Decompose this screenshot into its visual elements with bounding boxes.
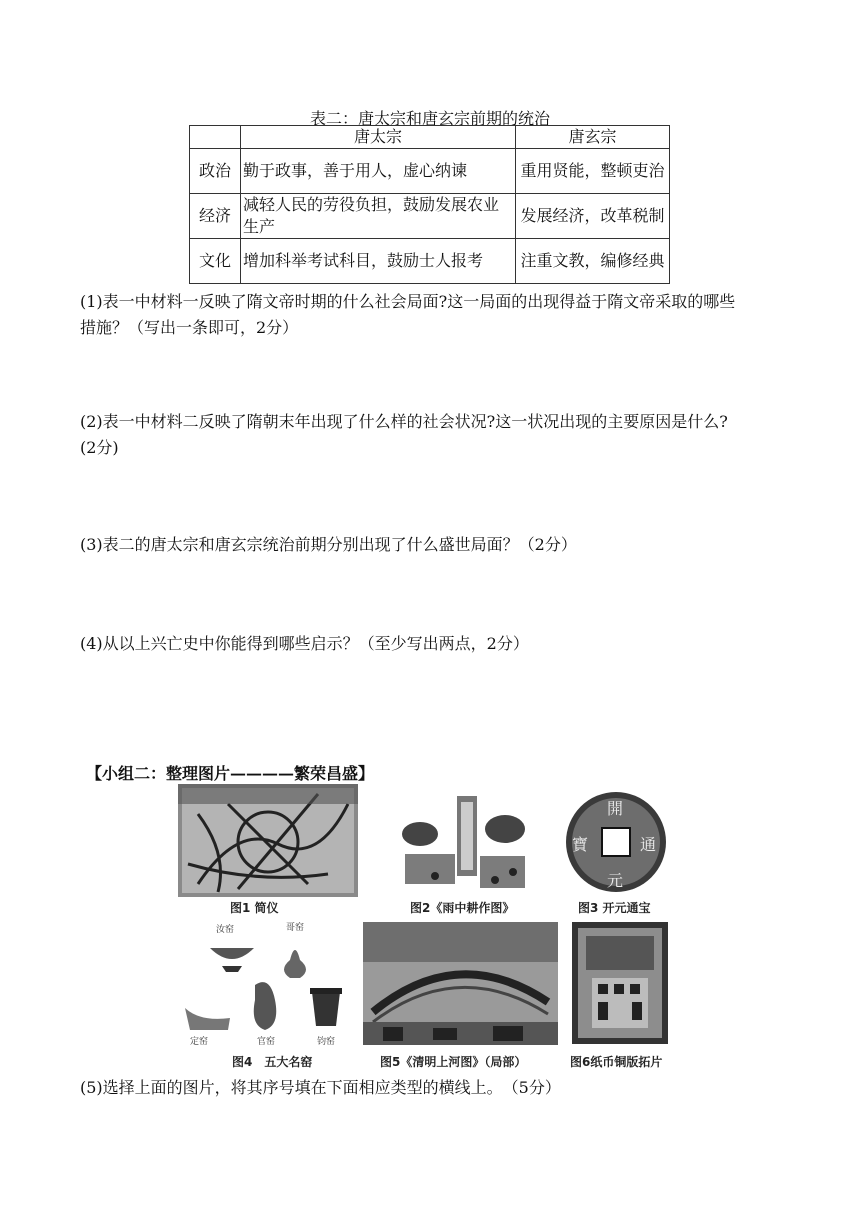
question-4: (4)从以上兴亡史中你能得到哪些启示？（至少写出两点，2分） <box>80 634 529 653</box>
cell-xuanzong-culture: 注重文教，编修经典 <box>516 239 670 284</box>
cell-xuanzong-politics: 重用贤能，整顿吏治 <box>516 149 670 194</box>
figure-5-caption: 图5《清明上河图》（局部） <box>380 1055 527 1069</box>
figure-3-caption: 图3 开元通宝 <box>578 901 651 915</box>
figure-4-kilns-image <box>180 930 350 1035</box>
header-cell-empty <box>190 126 241 149</box>
kiln-label-guan: 官窑 <box>257 1037 276 1047</box>
header-cell-taizong: 唐太宗 <box>241 126 516 149</box>
figure-6-caption: 图6纸币铜版拓片 <box>570 1055 663 1069</box>
figure-1-caption: 图1 简仪 <box>230 901 279 915</box>
table-caption: 表二：唐太宗和唐玄宗前期的统治 <box>309 109 550 128</box>
kiln-label-ding: 定窑 <box>190 1037 209 1047</box>
figure-2-painting-image <box>395 784 533 897</box>
row-label-economy: 经济 <box>190 194 241 239</box>
table-row <box>190 239 670 284</box>
question-3: (3)表二的唐太宗和唐玄宗统治前期分别出现了什么盛世局面？（2分） <box>80 535 577 554</box>
kiln-label-jun: 钧窑 <box>317 1037 336 1047</box>
row-label-politics: 政治 <box>190 149 241 194</box>
table-header-row <box>190 126 670 149</box>
coin-char-top: 開 <box>607 799 624 818</box>
table-tang-rulers <box>189 125 670 284</box>
figure-2-caption: 图2《雨中耕作图》 <box>410 901 515 915</box>
row-label-culture: 文化 <box>190 239 241 284</box>
question-2: (2)表一中材料二反映了隋朝末年出现了什么样的社会状况?这一状况出现的主要原因是什么?(2分) <box>80 412 728 457</box>
table-row <box>190 194 670 239</box>
coin-char-left: 寶 <box>572 835 589 854</box>
cell-taizong-culture: 增加科举考试科目，鼓励士人报考 <box>241 239 516 284</box>
figure-6-banknote-image <box>572 922 668 1044</box>
question-5: (5)选择上面的图片，将其序号填在下面相应类型的横线上。 （5分） <box>80 1078 561 1097</box>
coin-char-right: 通 <box>640 835 657 854</box>
figure-4-caption: 图4 五大名窑 <box>232 1055 313 1069</box>
question-1: (1)表一中材料一反映了隋文帝时期的什么社会局面?这一局面的出现得益于隋文帝采取的哪些措施？（写出一条即可，2分） <box>80 292 736 337</box>
kiln-label-ru: 汝窑 <box>216 925 235 935</box>
cell-taizong-politics: 勤于政事，善于用人，虚心纳谏 <box>241 149 516 194</box>
coin-char-bottom: 元 <box>607 871 624 890</box>
group-two-title: 【小组二：整理图片————繁荣昌盛】 <box>86 764 375 783</box>
kiln-label-ge: 哥窑 <box>286 923 305 933</box>
cell-xuanzong-economy: 发展经济，改革税制 <box>516 194 670 239</box>
figure-5-qingming-image <box>363 922 558 1045</box>
cell-taizong-economy: 减轻人民的劳役负担，鼓励发展农业生产 <box>241 194 516 239</box>
figure-1-armillary-image <box>178 784 358 897</box>
table-row <box>190 149 670 194</box>
header-cell-xuanzong: 唐玄宗 <box>516 126 670 149</box>
